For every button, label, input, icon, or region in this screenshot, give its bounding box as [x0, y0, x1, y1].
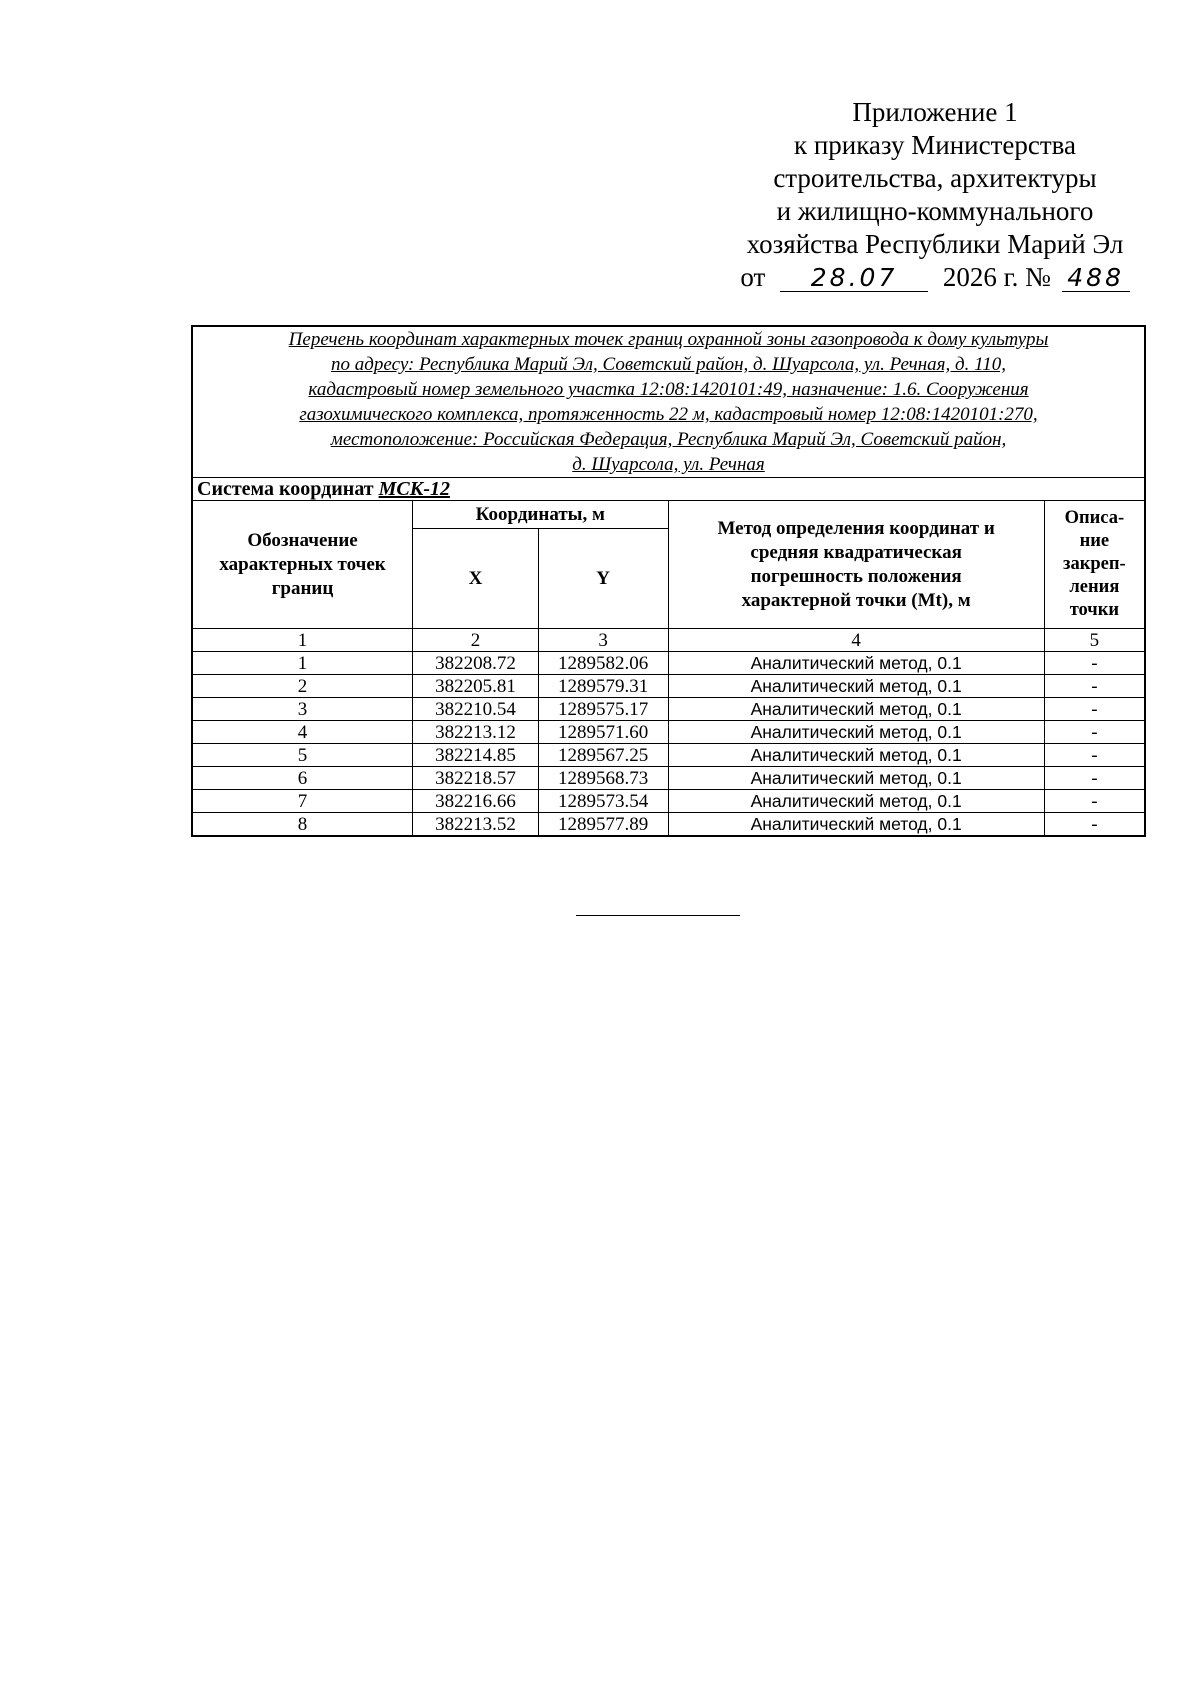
- appendix-header: [700, 96, 1170, 294]
- y-coordinate-cell: 1289567.25: [538, 744, 668, 767]
- handwritten-order-number: 488: [1062, 265, 1130, 292]
- title-line: по адресу: Республика Марий Эл, Советский район, д. Шуарсола, ул. Речная, д. 110,: [331, 354, 1006, 375]
- y-coordinate-cell: 1289573.54: [538, 790, 668, 813]
- method-cell: Аналитический метод, 0.1: [668, 721, 1044, 744]
- column-number: 3: [538, 629, 668, 652]
- fixing-description-cell: -: [1044, 744, 1145, 767]
- point-number-cell: 4: [192, 721, 413, 744]
- header-method: Метод определения координат и средняя квадратическая погрешность положения характерной точки (Mt), м: [668, 501, 1044, 629]
- table-row: [192, 790, 1145, 813]
- title-line: Перечень координат характерных точек границ охранной зоны газопровода к дому культуры: [288, 329, 1049, 350]
- fixing-description-cell: -: [1044, 698, 1145, 721]
- header-line: хозяйства Республики Марий Эл: [746, 229, 1124, 259]
- coordinate-system-name: МСК-12: [378, 478, 450, 500]
- header-line: Приложение 1: [852, 97, 1018, 127]
- table-row: [192, 721, 1145, 744]
- column-number: 1: [192, 629, 413, 652]
- y-coordinate-cell: 1289582.06: [538, 652, 668, 675]
- y-coordinate-cell: 1289575.17: [538, 698, 668, 721]
- x-coordinate-cell: 382218.57: [413, 767, 539, 790]
- point-number-cell: 6: [192, 767, 413, 790]
- point-number-cell: 8: [192, 813, 413, 837]
- column-number: 4: [668, 629, 1044, 652]
- fixing-description-cell: -: [1044, 675, 1145, 698]
- year-number-label: 2026 г. №: [942, 262, 1051, 292]
- table-row: [192, 813, 1145, 837]
- method-cell: Аналитический метод, 0.1: [668, 767, 1044, 790]
- point-number-cell: 3: [192, 698, 413, 721]
- header-line: к приказу Министерства: [793, 130, 1077, 160]
- x-coordinate-cell: 382210.54: [413, 698, 539, 721]
- title-line: газохимического комплекса, протяженность 22 м, кадастровый номер 12:08:1420101:270,: [299, 404, 1038, 425]
- fixing-description-cell: -: [1044, 790, 1145, 813]
- method-cell: Аналитический метод, 0.1: [668, 675, 1044, 698]
- column-number-row: [192, 629, 1145, 652]
- x-coordinate-cell: 382214.85: [413, 744, 539, 767]
- fixing-description-cell: -: [1044, 813, 1145, 837]
- y-coordinate-cell: 1289571.60: [538, 721, 668, 744]
- header-line: строительства, архитектуры: [773, 163, 1097, 193]
- title-line: кадастровый номер земельного участка 12:08:1420101:49, назначение: 1.6. Сооружения: [308, 379, 1029, 400]
- point-number-cell: 2: [192, 675, 413, 698]
- point-number-cell: 1: [192, 652, 413, 675]
- header-coordinates: Координаты, м: [413, 501, 668, 529]
- title-line: д. Шуарсола, ул. Речная: [572, 454, 765, 475]
- fixing-description-cell: -: [1044, 767, 1145, 790]
- header-point-designation: Обозначение характерных точек границ: [192, 501, 413, 629]
- end-of-document-line: [576, 915, 740, 916]
- header-point-fixing-description: Описа- ние закреп- ления точки: [1044, 501, 1145, 629]
- title-line: местоположение: Российская Федерация, Республика Марий Эл, Советский район,: [330, 429, 1007, 450]
- method-cell: Аналитический метод, 0.1: [668, 698, 1044, 721]
- coordinates-rows: [192, 652, 1145, 837]
- column-number: 2: [413, 629, 539, 652]
- handwritten-date: 28.07: [780, 265, 928, 292]
- fixing-description-cell: -: [1044, 721, 1145, 744]
- table-row: [192, 767, 1145, 790]
- method-cell: Аналитический метод, 0.1: [668, 813, 1044, 837]
- y-coordinate-cell: 1289579.31: [538, 675, 668, 698]
- method-cell: Аналитический метод, 0.1: [668, 744, 1044, 767]
- point-number-cell: 5: [192, 744, 413, 767]
- x-coordinate-cell: 382213.52: [413, 813, 539, 837]
- coordinates-table: [191, 325, 1146, 837]
- table-row: [192, 698, 1145, 721]
- coordinate-system-row: [192, 478, 1145, 501]
- order-date-line: [700, 261, 1170, 294]
- header-x: X: [413, 529, 539, 629]
- point-number-cell: 7: [192, 790, 413, 813]
- table-row: [192, 652, 1145, 675]
- x-coordinate-cell: 382208.72: [413, 652, 539, 675]
- table-row: [192, 675, 1145, 698]
- y-coordinate-cell: 1289577.89: [538, 813, 668, 837]
- coordinate-system-label: Система координат: [197, 478, 374, 500]
- fixing-description-cell: -: [1044, 652, 1145, 675]
- method-cell: Аналитический метод, 0.1: [668, 790, 1044, 813]
- header-y: Y: [538, 529, 668, 629]
- method-cell: Аналитический метод, 0.1: [668, 652, 1044, 675]
- column-number: 5: [1044, 629, 1145, 652]
- x-coordinate-cell: 382205.81: [413, 675, 539, 698]
- x-coordinate-cell: 382213.12: [413, 721, 539, 744]
- x-coordinate-cell: 382216.66: [413, 790, 539, 813]
- header-line: и жилищно-коммунального: [776, 196, 1094, 226]
- date-prefix: от: [740, 262, 766, 292]
- table-title: [192, 326, 1145, 478]
- table-row: [192, 744, 1145, 767]
- y-coordinate-cell: 1289568.73: [538, 767, 668, 790]
